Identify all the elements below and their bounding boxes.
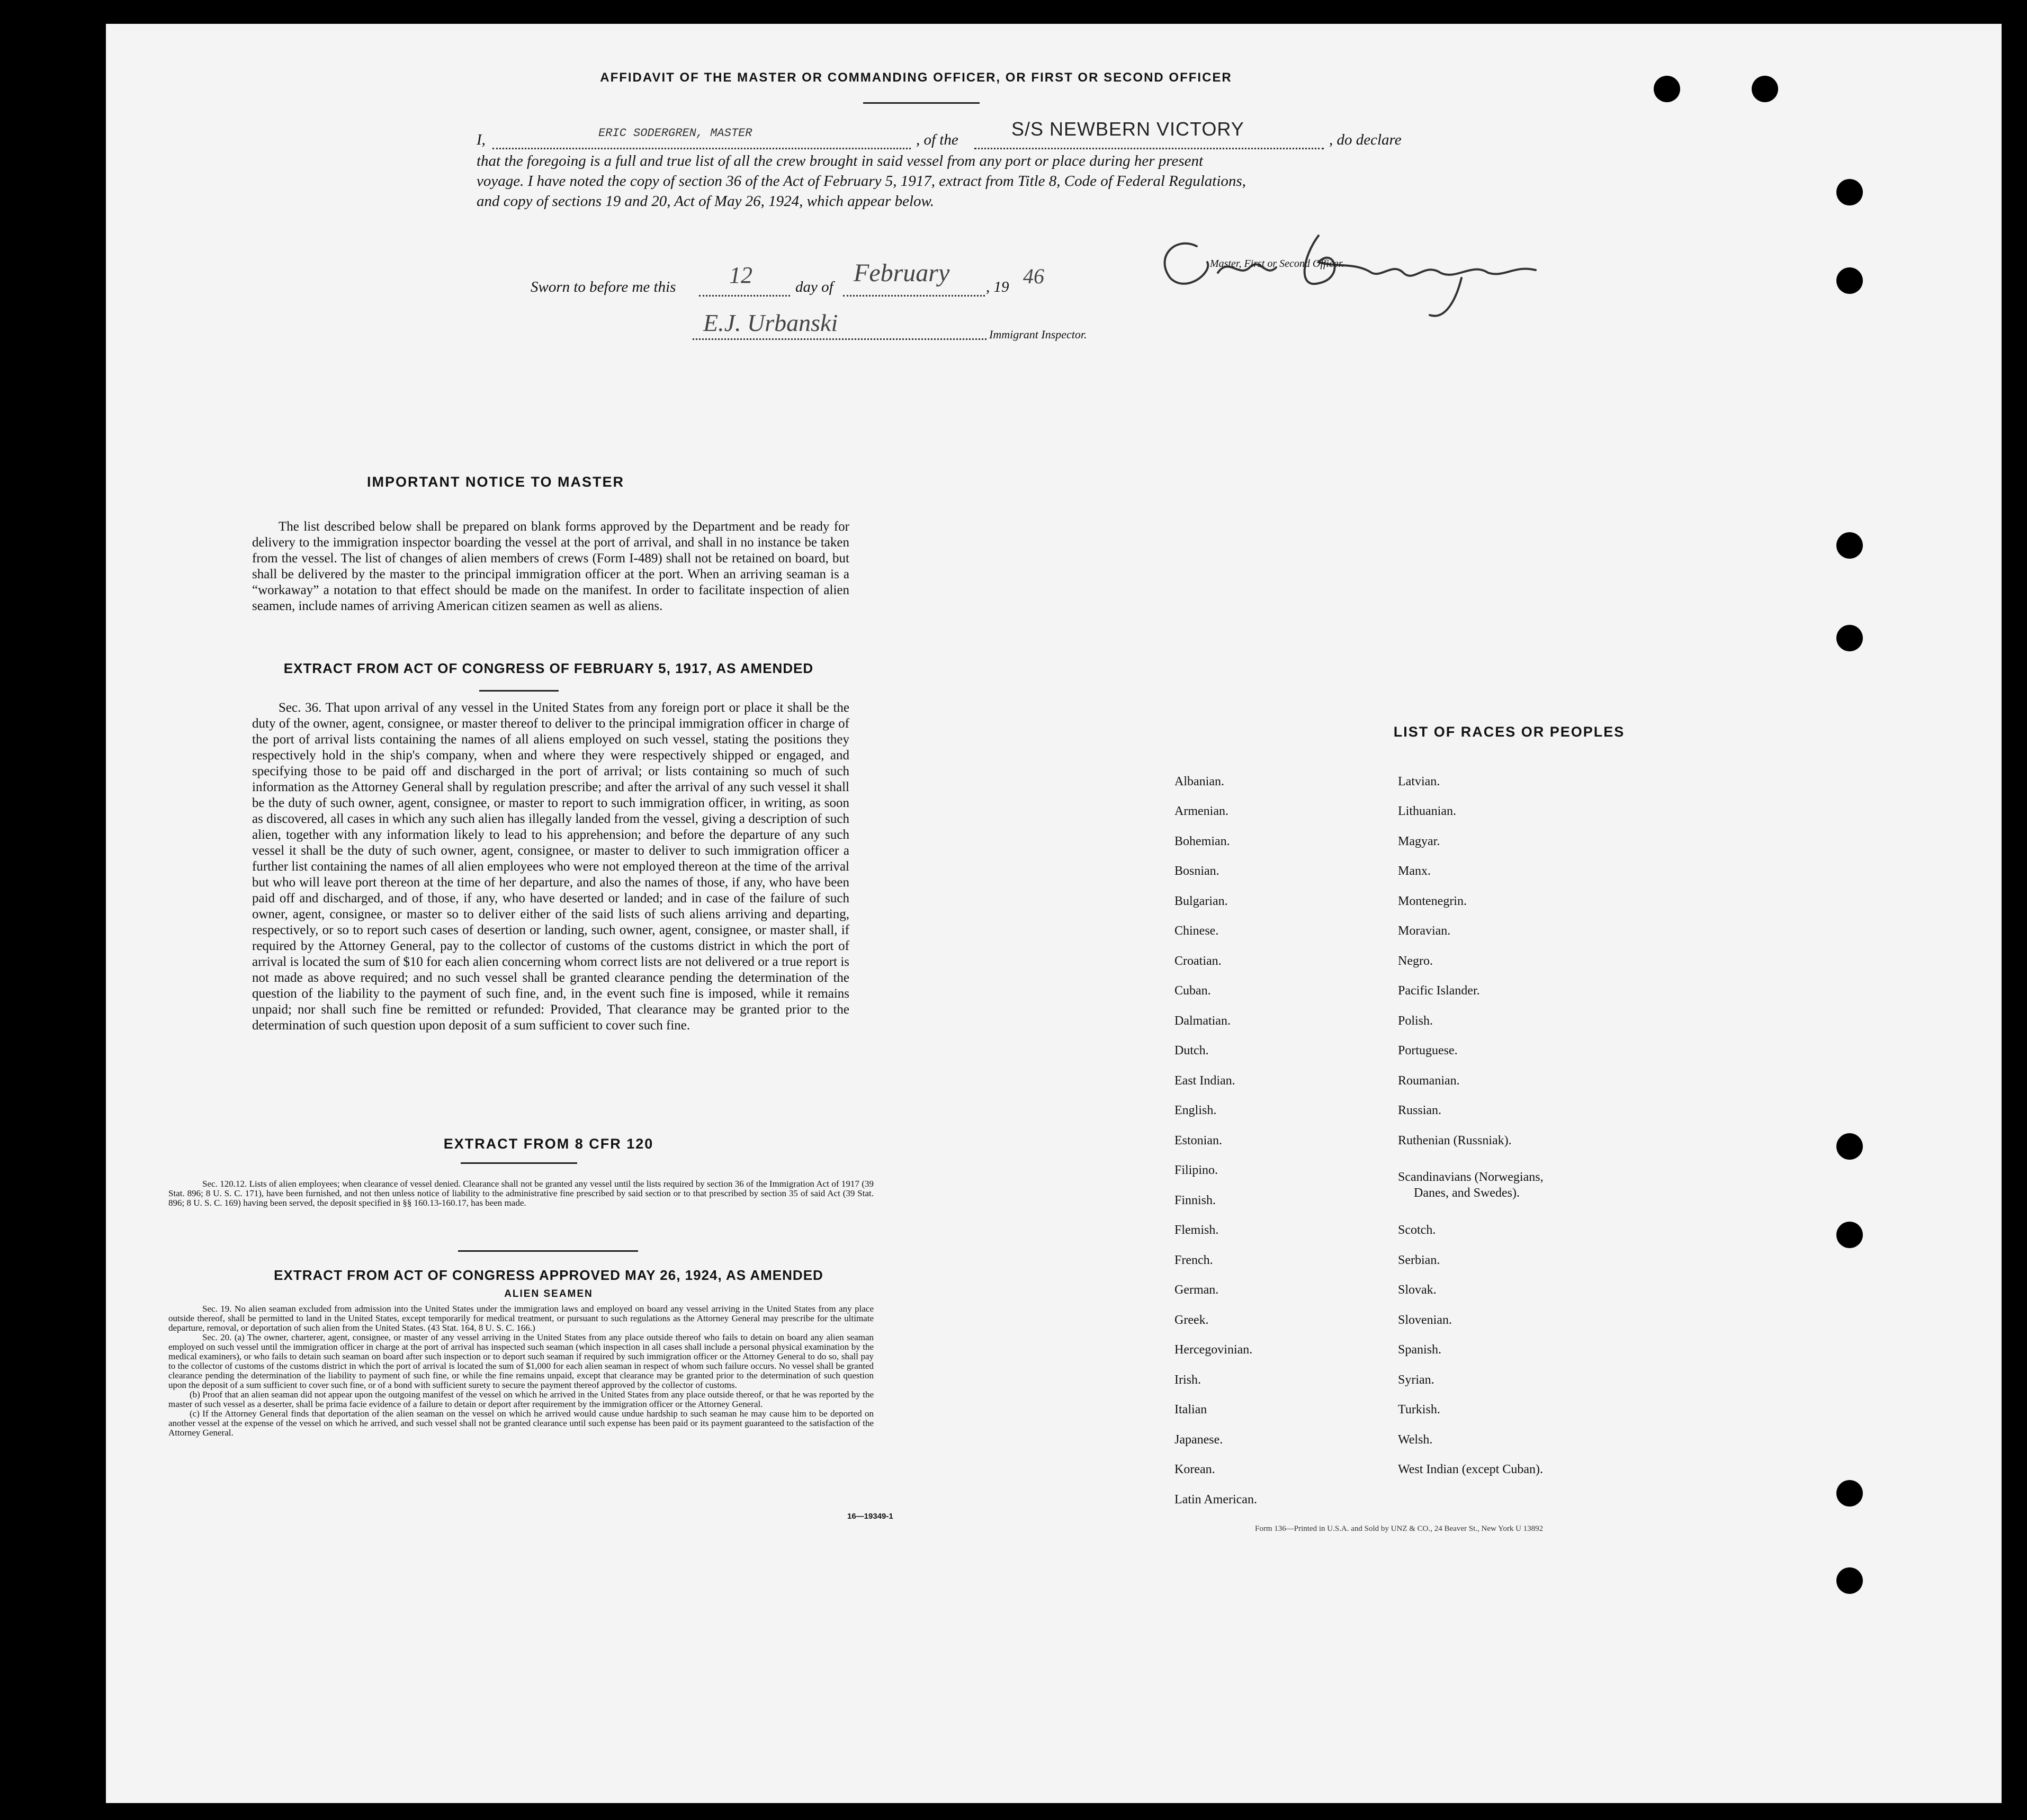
master-signature — [1144, 214, 1578, 320]
races-title: LIST OF RACES OR PEOPLES — [1393, 724, 1625, 740]
form-code: 16—19349-1 — [847, 1512, 893, 1521]
race-item: Spanish. — [1398, 1343, 1442, 1357]
race-item: Dutch. — [1174, 1044, 1209, 1057]
section-20b-text: (b) Proof that an alien seaman did not appear upon the outgoing manifest of the vessel on which he arrived in the United States from any place outside thereof, or that he was reported by the master of such vessel as a deserter, shall be prima facie evidence of a failure to detain or deport after requirement by the immigration officer or the Attorney General. — [168, 1389, 874, 1409]
race-item: Korean. — [1174, 1463, 1215, 1476]
race-item: Russian. — [1398, 1104, 1442, 1117]
race-item: Bosnian. — [1174, 864, 1219, 878]
race-item: French. — [1174, 1253, 1213, 1267]
race-item: Welsh. — [1398, 1433, 1433, 1447]
punch-hole — [1654, 76, 1680, 102]
race-item: Syrian. — [1398, 1373, 1434, 1387]
section-rule — [461, 1162, 577, 1164]
race-item: Armenian. — [1174, 804, 1228, 818]
title-underline — [863, 102, 980, 104]
inspector-line — [693, 309, 1169, 347]
race-item: Polish. — [1398, 1014, 1433, 1028]
race-item: Slovak. — [1398, 1283, 1437, 1297]
race-item: Scandinavians (Norwegians, — [1398, 1170, 1544, 1184]
race-item: Danes, and Swedes). — [1414, 1186, 1520, 1200]
year-prefix: , 19 — [986, 279, 1009, 295]
extract-1924-title: EXTRACT FROM ACT OF CONGRESS APPROVED MAY 26, 1924, AS AMENDED — [274, 1267, 823, 1283]
race-item: Cuban. — [1174, 984, 1211, 998]
section-20c-text: (c) If the Attorney General finds that deportation of the alien seaman on the vessel on which he arrived would cause undue hardship to such seaman he may cause him to be deported on another vessel at the expense of the vessel on which he arrived, and such vessel shall not be granted clearance until such expense has been paid or its payment guaranteed to the satisfaction of the Attorney General. — [168, 1409, 874, 1438]
affidavit-title: AFFIDAVIT OF THE MASTER OR COMMANDING OFFICER, OR FIRST OR SECOND OFFICER — [600, 70, 1232, 85]
punch-hole — [1836, 1567, 1863, 1594]
section-19-text: Sec. 19. No alien seaman excluded from admission into the United States under the immigration laws and employed on board any vessel arriving in the United States from any place outside thereof, shall be permitted to land in the United States, except temporarily for medical treatment, or pursuant to such regulations as the Attorney General may prescribe for the ultimate departure, removal, or deportation of such alien from the United States. (43 Stat. 164, 8 U. S. C. 166.) — [168, 1304, 874, 1333]
punch-hole — [1836, 1133, 1863, 1160]
of-the-label: , of the — [916, 131, 958, 148]
vessel-value: S/S NEWBERN VICTORY — [1011, 118, 1244, 140]
sworn-line — [531, 259, 1272, 303]
race-item: German. — [1174, 1283, 1219, 1297]
punch-hole — [1836, 1222, 1863, 1248]
sworn-prefix: Sworn to before me this — [531, 279, 676, 295]
race-item: Ruthenian (Russniak). — [1398, 1134, 1512, 1147]
race-item: Finnish. — [1174, 1194, 1216, 1207]
race-item: Dalmatian. — [1174, 1014, 1231, 1028]
race-item: Moravian. — [1398, 924, 1451, 938]
declaration-line-2: that the foregoing is a full and true list of all the crew brought in said vessel from any port or place during her present — [477, 153, 1204, 169]
race-item: Portuguese. — [1398, 1044, 1458, 1057]
race-item: Turkish. — [1398, 1403, 1440, 1416]
race-item: Irish. — [1174, 1373, 1201, 1387]
race-item: East Indian. — [1174, 1074, 1235, 1088]
extract-1924-subtitle: ALIEN SEAMEN — [504, 1288, 593, 1299]
notice-title: IMPORTANT NOTICE TO MASTER — [367, 474, 624, 490]
race-item: Lithuanian. — [1398, 804, 1456, 818]
punch-hole — [1836, 625, 1863, 651]
race-item: Serbian. — [1398, 1253, 1440, 1267]
notice-text: The list described below shall be prepared on blank forms approved by the Department and be ready for delivery to the immigration inspector boarding the vessel at the port of arrival, and shall in no instance be taken from the vessel. The list of changes of alien members of crews (Form I-489) shall not be retained on board, but shall be delivered by the master to the principal immigration officer at the port. When an arriving seaman is a “workaway” a notation to that effect should be made on the manifest. In order to facilitate inspection of alien seamen, include names of arriving American citizen seamen as well as aliens. — [252, 519, 849, 613]
race-item: Montenegrin. — [1398, 894, 1467, 908]
race-item: Slovenian. — [1398, 1313, 1452, 1327]
section-20a-text: Sec. 20. (a) The owner, charterer, agent, consignee, or master of any vessel arriving in the United States from any place outside thereof who fails to detain on board any alien seaman employed on such vessel until the immigration officer in charge at the port of arrival has inspected such seaman (which inspection in all cases shall include a personal physical examination by the medical examiners), or who fails to detain such seaman on board after such inspection or to deport such seaman if required by such immigration officer or the Attorney General to do so, shall pay to the collector of customs of the customs district in which the port of arrival is located the sum of $1,000 for each alien seaman in respect of whom such failure occurs. No vessel shall be granted clearance pending the determination of the liability to payment of such fine, or while the fine remains unpaid, except that clearance may be granted prior to the determination of such question upon the deposit of a sum sufficient to cover such fine, or of a bond with sufficient surety to secure the payment thereof approved by the collector of customs. — [168, 1332, 874, 1390]
race-item: Albanian. — [1174, 775, 1224, 788]
declaration-line-3: voyage. I have noted the copy of section 36 of the Act of February 5, 1917, extract from Title 8, Code of Federal Regulations, — [477, 173, 1246, 190]
race-item: Latin American. — [1174, 1493, 1257, 1507]
declaration-line-4: and copy of sections 19 and 20, Act of May 26, 1924, which appear below. — [477, 193, 934, 210]
document-page — [106, 24, 2002, 1803]
race-item: Bohemian. — [1174, 835, 1230, 848]
race-item: Bulgarian. — [1174, 894, 1228, 908]
race-item: Negro. — [1398, 954, 1433, 968]
section-rule — [458, 1250, 638, 1252]
race-item: Pacific Islander. — [1398, 984, 1480, 998]
race-item: Roumanian. — [1398, 1074, 1460, 1088]
affidavit-declaration — [477, 118, 1472, 211]
signature-caption: Master, First or Second Officer. — [1210, 258, 1344, 270]
race-item: Chinese. — [1174, 924, 1219, 938]
extract-1917-title: EXTRACT FROM ACT OF CONGRESS OF FEBRUARY 5, 1917, AS AMENDED — [283, 660, 814, 676]
punch-hole — [1836, 532, 1863, 559]
day-of-label: day of — [795, 279, 833, 295]
race-item: Italian — [1174, 1403, 1207, 1416]
race-item: Latvian. — [1398, 775, 1440, 788]
race-item: English. — [1174, 1104, 1217, 1117]
sworn-month-value: February — [854, 259, 950, 287]
inspector-caption: Immigrant Inspector. — [989, 328, 1087, 341]
extract-cfr-text: Sec. 120.12. Lists of alien employees; when clearance of vessel denied. Clearance shall not be granted any vessel until the lists required by section 36 of the Immigration Act of 1917 (39 Stat. 896; 8 U. S. C. 171), have been furnished, and not then unless notice of liability to the administrative fine prescribed by said section or to that prescribed by section 35 of said Act (39 Stat. 896; 8 U. S. C. 169) having been served, the deposit specified in §§ 160.13-160.17, has been made. — [168, 1179, 874, 1208]
race-item: Scotch. — [1398, 1223, 1436, 1237]
extract-1924-text — [168, 1304, 874, 1438]
sworn-day-value: 12 — [729, 262, 752, 288]
declaration-prefix: I, — [477, 131, 486, 148]
race-item: West Indian (except Cuban). — [1398, 1463, 1543, 1476]
race-item: Croatian. — [1174, 954, 1222, 968]
punch-hole — [1836, 267, 1863, 294]
race-item: Greek. — [1174, 1313, 1209, 1327]
race-item: Japanese. — [1174, 1433, 1223, 1447]
section-rule — [479, 690, 559, 692]
punch-hole — [1836, 1480, 1863, 1507]
race-item: Magyar. — [1398, 835, 1440, 848]
punch-hole — [1836, 179, 1863, 205]
race-item: Manx. — [1398, 864, 1431, 878]
extract-cfr-title: EXTRACT FROM 8 CFR 120 — [443, 1136, 654, 1152]
inspector-signature: E.J. Urbanski — [703, 309, 838, 336]
do-declare-label: , do declare — [1329, 131, 1402, 148]
punch-hole — [1752, 76, 1778, 102]
race-item: Filipino. — [1174, 1163, 1218, 1177]
master-name-value: ERIC SODERGREN, MASTER — [598, 127, 752, 140]
race-item: Estonian. — [1174, 1134, 1222, 1147]
year-suffix-value: 46 — [1023, 264, 1044, 288]
race-item: Hercegovinian. — [1174, 1343, 1253, 1357]
form-imprint: Form 136—Printed in U.S.A. and Sold by UNZ & CO., 24 Beaver St., New York U 13892 — [1255, 1525, 1544, 1533]
extract-1917-text: Sec. 36. That upon arrival of any vessel in the United States from any foreign port or place it shall be the duty of the owner, agent, consignee, or master thereof to deliver to the principal immigration officer in charge of the port of arrival lists containing the names of all aliens employed on such vessel, stating the positions they respectively hold in the ship's company, when and where they were respectively shipped or engaged, and specifying those to be paid off and discharged in the port of arrival; or lists containing so much of such information as the Attorney General shall by regulation prescribe; and after the arrival of any such vessel it shall be the duty of such owner, agent, consignee, or master to report to such immigration officer, in writing, as soon as discovered, all cases in which any such alien has illegally landed from the vessel, giving a description of such alien, together with any information likely to lead to his apprehension; and before the departure of any such vessel it shall be the duty of such owner, agent, consignee, or master to deliver to such immigration officer a further list containing the names of all alien employees who were not employed thereon at the time of the arrival but who will leave port thereon at the time of her departure, and also the names of those, if any, who have been paid off and discharged, and of those, if any, who have deserted or landed; and in case of the failure of such owner, agent, consignee, or master so to deliver either of the said lists of such aliens arriving and departing, respectively, or so to report such cases of desertion or landing, such owner, agent, consignee, or master shall, if required by the Attorney General, pay to the collector of customs of the customs district in which the port of arrival is located the sum of $10 for each alien concerning whom correct lists are not delivered or a true report is not made as above required; and no such vessel shall be granted clearance pending the determination of the question of the liability to the payment of such fine, and, in the event such fine is imposed, while it remains unpaid; nor shall such fine be remitted or refunded: Provided, That clearance may be granted prior to the determination of such question upon deposit of a sum sufficient to cover such fine. — [252, 701, 849, 1033]
race-item: Flemish. — [1174, 1223, 1219, 1237]
